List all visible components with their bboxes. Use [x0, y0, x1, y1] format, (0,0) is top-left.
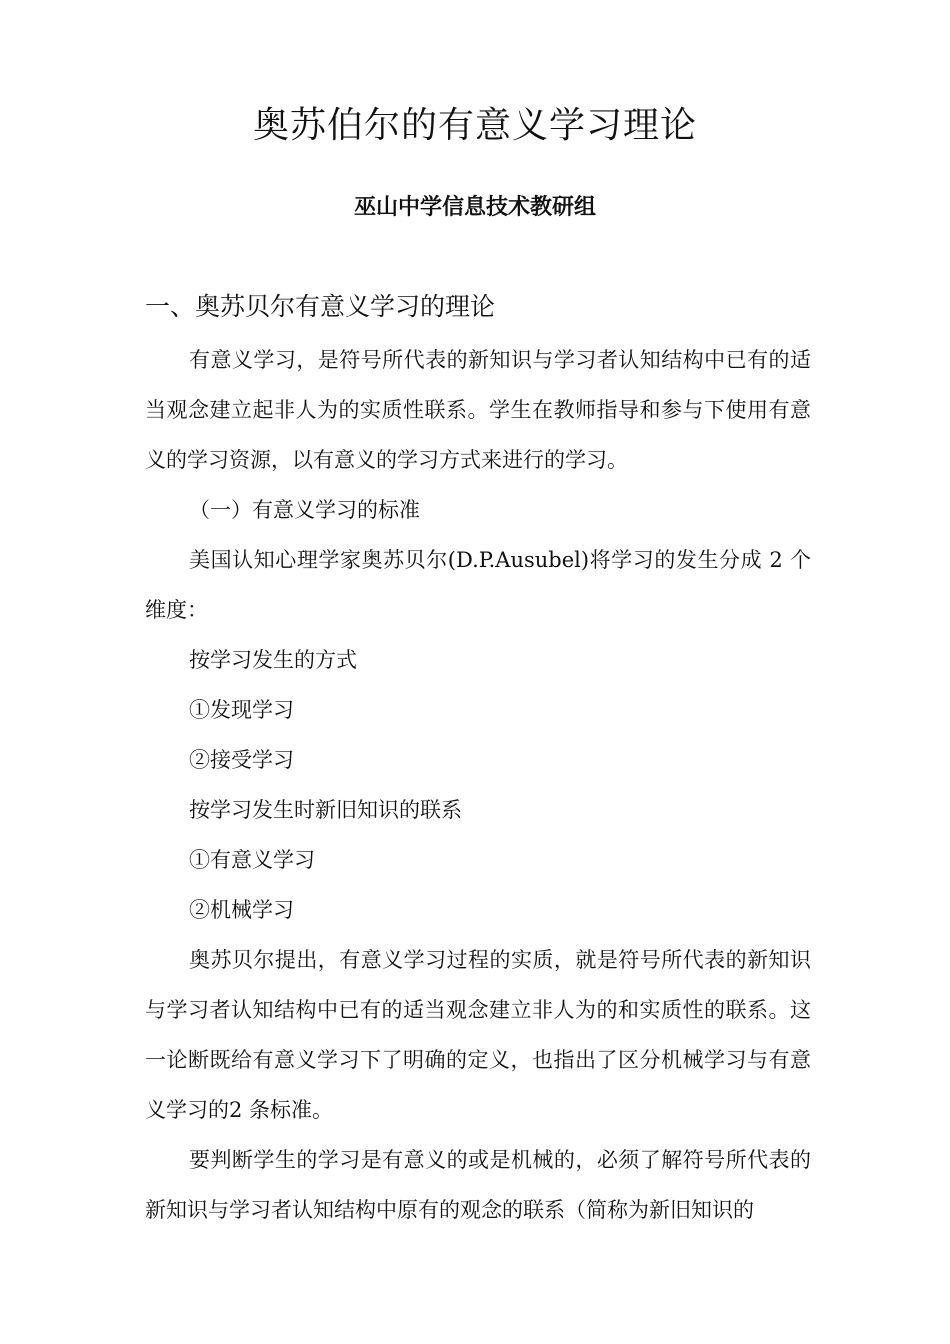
document-title: 奥苏伯尔的有意义学习理论	[252, 105, 697, 146]
section-heading: 一、奥苏贝尔有意义学习的理论	[145, 292, 496, 321]
paragraph-definition: 有意义学习，是符号所代表的新知识与学习者认知结构中已有的适当观念建立起非人为的实质性联系。学生在教师指导和参与下使用有意义的学习资源，以有意义的学习方式来进行的学习。	[145, 348, 811, 472]
dimension-label-connection: 按学习发生时新旧知识的联系	[189, 798, 462, 822]
list-item: ①发现学习	[189, 698, 294, 722]
document-body	[145, 335, 811, 1235]
document-author: 巫山中学信息技术教研组	[353, 195, 596, 220]
paragraph-judgement: 要判断学生的学习是有意义的或是机械的，必须了解符号所代表的新知识与学习者认知结构中原有的观念的联系（简称为新旧知识的	[145, 1148, 811, 1222]
paragraph-essence: 奥苏贝尔提出，有意义学习过程的实质，就是符号所代表的新知识与学习者认知结构中已有的适当观念建立非人为的和实质性的联系。这一论断既给有意义学习下了明确的定义，也指出了区分机械学习与有意义学习的2 条标准。	[145, 948, 811, 1122]
list-item: ②接受学习	[189, 748, 294, 772]
paragraph-dimensions: 美国认知心理学家奥苏贝尔(D.P.Ausubel)将学习的发生分成 2 个维度：	[145, 548, 811, 622]
dimension-label-method: 按学习发生的方式	[189, 648, 357, 672]
list-item: ①有意义学习	[189, 848, 315, 872]
subheading-standard: （一）有意义学习的标准	[189, 498, 420, 522]
list-item: ②机械学习	[189, 898, 294, 922]
